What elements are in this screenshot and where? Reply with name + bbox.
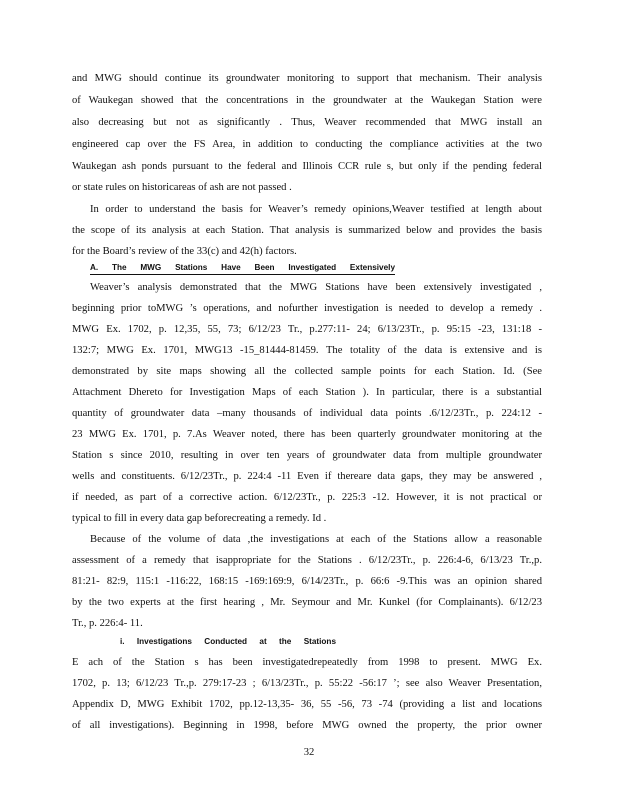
body-line: Tr., p. 226:4- 11.: [72, 618, 143, 629]
body-line: Station s since 2010, resulting in over ten years of groundwater data from multiple groundwater: [72, 450, 542, 461]
body-line: or state rules on historicareas of ash are not passed .: [72, 182, 292, 193]
body-line: Appendix D, MWG Exhibit 1702, pp.12-13,35- 36, 55 -56, 73 -74 (providing a list and locations: [72, 699, 542, 710]
body-line: Attachment Dhereto for Investigation Maps of each Station ). In particular, there is a substantial: [72, 387, 542, 398]
body-line: wells and constituents. 6/12/23Tr., p. 224:4 -11 Even if thereare data gaps, they may be answered ,: [72, 471, 542, 482]
body-line: beginning prior toMWG ’s operations, and nofurther investigation is needed to develop a remedy .: [72, 303, 542, 314]
body-line: 1702, p. 13; 6/12/23 Tr.,p. 279:17-23 ; 6/13/23Tr., p. 55:22 -56:17 ’; see also Weaver Presentation,: [72, 678, 542, 689]
body-line: E ach of the Station s has been investigatedrepeatedly from 1998 to present. MWG Ex.: [72, 657, 542, 668]
body-line: if needed, as part of a corrective action. 6/12/23Tr., p. 225:3 -12. However, it is not practical or: [72, 492, 542, 503]
body-line: the scope of its analysis at each Station. That analysis is summarized below and provides the basis: [72, 225, 542, 236]
body-line: of Waukegan showed that the concentrations in the groundwater at the Waukegan Station were: [72, 95, 542, 106]
body-line: assessment of a remedy that isappropriate for the Stations . 6/12/23Tr., p. 226:4-6, 6/13/23 Tr.,p.: [72, 555, 542, 566]
body-line: demonstrated by site maps showing all the collected sample points for each Station. Id. (See: [72, 366, 542, 377]
page-number: 32: [303, 747, 315, 758]
body-line: 23 MWG Ex. 1701, p. 7.As Weaver noted, there has been quarterly groundwater monitoring at the: [72, 429, 542, 440]
body-line: quantity of groundwater data –many thousands of individual data points .6/12/23Tr., p. 224:12 -: [72, 408, 542, 419]
body-line: 81:21- 82:9, 115:1 -116:22, 168:15 -169:169:9, 6/14/23Tr., p. 66:6 -9.This was an opinion shared: [72, 576, 542, 587]
body-line: Waukegan ash ponds pursuant to the federal and Illinois CCR rule s, but only if the pending federal: [72, 161, 542, 172]
body-line: also decreasing but not as significantly . Thus, Weaver recommended that MWG install an: [72, 117, 542, 128]
body-line: Weaver’s analysis demonstrated that the MWG Stations have been extensively investigated ,: [90, 282, 542, 293]
body-line: by the two experts at the first hearing , Mr. Seymour and Mr. Kunkel (for Complainants). 6/12/23: [72, 597, 542, 608]
body-line: 132:7; MWG Ex. 1701, MWG13 -15_81444-81459. The totality of the data is extensive and is: [72, 345, 542, 356]
body-line: typical to fill in every data gap beforecreating a remedy. Id .: [72, 513, 327, 524]
body-line: of all investigations). Beginning in 1998, before MWG owned the property, the prior owner: [72, 720, 542, 731]
body-line: In order to understand the basis for Weaver’s remedy opinions,Weaver testified at length about: [90, 204, 542, 215]
section-heading-i: i. Investigations Conducted at the Stations: [120, 637, 336, 646]
body-line: and MWG should continue its groundwater monitoring to support that mechanism. Their analysis: [72, 73, 542, 84]
body-line: engineered cap over the FS Area, in addition to conducting the compliance activities at the two: [72, 139, 542, 150]
body-line: MWG Ex. 1702, p. 12,35, 55, 73; 6/12/23 Tr., p.277:11- 24; 6/13/23Tr., p. 95:15 -23, 131:18 -: [72, 324, 542, 335]
section-heading-a: A. The MWG Stations Have Been Investigated Extensively: [90, 262, 395, 275]
body-line: Because of the volume of data ,the investigations at each of the Stations allow a reasonable: [90, 534, 542, 545]
body-line: for the Board’s review of the 33(c) and 42(h) factors.: [72, 246, 297, 257]
